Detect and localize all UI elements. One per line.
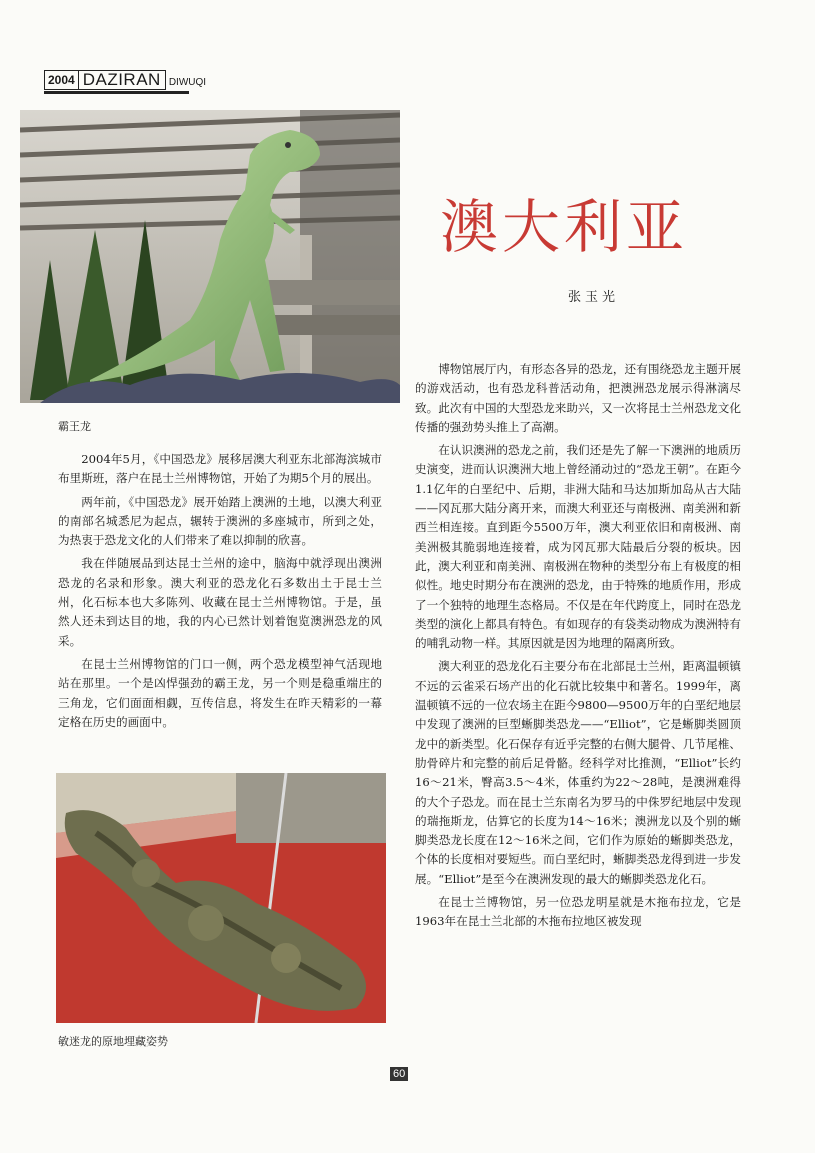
paragraph: 博物馆展厅内，有形态各异的恐龙，还有围绕恐龙主题开展的游戏活动，也有恐龙科普活动角，把澳洲恐龙展示得淋漓尽致。此次有中国的大型恐龙来助兴，又一次将昆士兰州恐龙文化传播的强劲势头推上了高潮。	[415, 362, 741, 434]
article-author: 张玉光	[568, 290, 620, 305]
header-rule	[44, 91, 189, 94]
paragraph: 我在伴随展品到达昆士兰州的途中，脑海中就浮现出澳洲恐龙的名录和形象。澳大利亚的恐龙化石多数出土于昆士兰州，化石标本也大多陈列、收藏在昆士兰州博物馆。于是，虽然人还未到达目的地，我的内心已然计划着饱览澳洲恐龙的风采。	[58, 556, 382, 648]
magazine-header	[44, 68, 206, 90]
trex-photo	[20, 110, 400, 403]
photo2-caption: 敏迷龙的原地埋藏姿势	[58, 1035, 168, 1048]
right-column	[415, 360, 741, 936]
header-subtitle: DIWUQI	[168, 77, 207, 88]
article-title: 澳大利亚	[440, 193, 689, 261]
left-column	[58, 450, 382, 736]
paragraph: 在昆士兰州博物馆的门口一侧，两个恐龙模型神气活现地站在那里。一个是凶悍强劲的霸王龙，另一个则是稳重端庄的三角龙，它们面面相觑，互传信息，将发生在昨天精彩的一幕定格在历史的画面中。	[58, 656, 382, 729]
page-number: 60	[390, 1067, 408, 1081]
paragraph: 在认识澳洲的恐龙之前，我们还是先了解一下澳洲的地质历史演变，进而认识澳洲大地上曾经涌动过的“恐龙王朝”。在距今1.1亿年的白垩纪中、后期，非洲大陆和马达加斯加岛从古大陆——冈瓦那大陆分离开来，而澳大利亚还与南极洲、南美洲和新西兰相连接。直到距今5500万年，澳大利亚依旧和南极洲、南美洲极其脆弱地连接着，成为冈瓦那大陆最后分裂的板块。因此，澳大利亚和南美洲、南极洲在物种的类型分布上有极度的相似性。地史时期分布在澳洲的恐龙，由于特殊的地质作用，形成了一个独特的地理生态格局。不仅是在年代跨度上，同时在恐龙类型的演化上都具有特色。有如现存的有袋类动物成为澳洲特有的哺乳动物一样。其原因就是因为地理的隔离所致。	[415, 443, 741, 651]
paragraph: 2004年5月，《中国恐龙》展移居澳大利亚东北部海滨城市布里斯班，落户在昆士兰州博物馆，开始了为期5个月的展出。	[58, 452, 382, 486]
paragraph: 两年前，《中国恐龙》展开始踏上澳洲的土地，以澳大利亚的南部名城悉尼为起点，辗转于澳洲的多座城市，所到之处，为热衷于恐龙文化的人们带来了难以抑制的欣喜。	[58, 494, 382, 548]
paragraph: 在昆士兰博物馆，另一位恐龙明星就是木拖布拉龙，它是1963年在昆士兰北部的木拖布拉地区被发现	[415, 895, 741, 929]
fossil-photo	[56, 773, 386, 1023]
photo1-caption: 霸王龙	[58, 420, 91, 433]
header-magazine-name: DAZIRAN	[79, 70, 166, 90]
paragraph: 澳大利亚的恐龙化石主要分布在北部昆士兰州，距离温顿镇不远的云雀采石场产出的化石就比较集中和著名。1999年，离温顿镇不远的一位农场主在距今9800—9500万年的白垩纪地层中发现了澳洲的巨型蜥脚类恐龙——“Elliot”，它是蜥脚类圆顶龙中的新类型。化石保存有近乎完整的右侧大腿骨、几节尾椎、肋骨碎片和完整的前后足骨骼。经科学对比推测，“Elliot”长约16～21米，臀高3.5～4米，体重约为22～28吨，是澳洲难得的大个子恐龙。而在昆士兰东南名为罗马的中侏罗纪地层中发现的瑞拖斯龙，估算它的长度为14～16米；澳洲龙以及个别的蜥脚类恐龙长度在12～16米之间，它们作为原始的蜥脚类恐龙，个体的长度相对要短些。而白垩纪时，蜥脚类恐龙得到进一步发展。“Elliot”是至今在澳洲发现的最大的蜥脚类恐龙化石。	[415, 659, 741, 886]
header-year: 2004	[44, 70, 79, 90]
